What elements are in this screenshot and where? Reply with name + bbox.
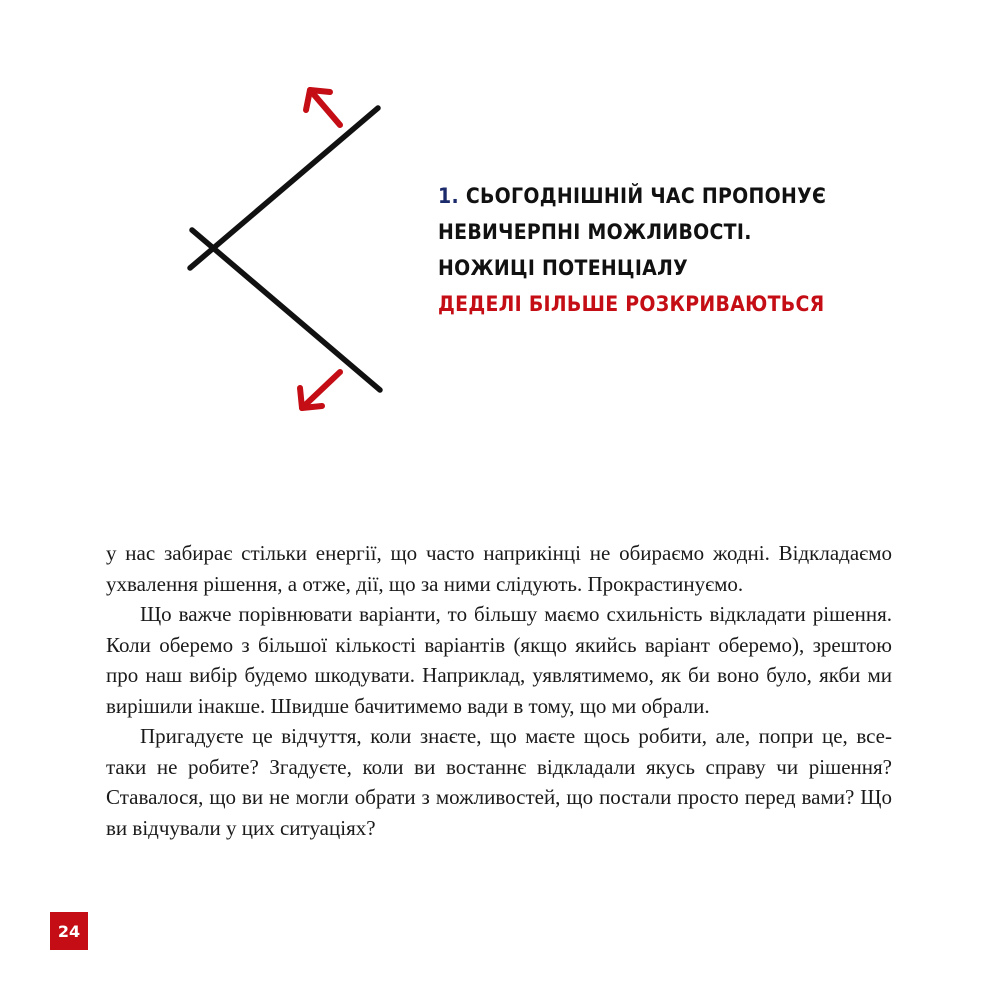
scissors-illustration [170, 70, 410, 430]
illustration-caption [438, 178, 938, 322]
caption-line-2: НЕВИЧЕРПНІ МОЖЛИВОСТІ. [438, 220, 752, 244]
caption-line-3: НОЖИЦІ ПОТЕНЦІАЛУ [438, 256, 688, 280]
paragraph-2: Що важче порівнювати варіанти, то більшу маємо схильність відкладати рішення. Коли оберемо з більшої кількості варіантів (якщо якийсь варіант оберемо), зрештою про наш вибір будемо шкодувати. Наприклад, уявлятимемо, як би воно було, якби ми вирішили інакше. Швидше бачитимемо вади в тому, що ми обрали. [106, 602, 892, 718]
upper-red-arrow [306, 90, 340, 125]
caption-text-1: СЬОГОДНІШНІЙ ЧАС ПРОПОНУЄ [465, 184, 827, 208]
paragraph-1: у нас забирає стільки енергії, що часто наприкінці не обираємо жодні. Відкладаємо ухвалення рішення, а отже, дії, що за ними слідують. Прокрастинуємо. [106, 541, 892, 596]
caption-number: 1. [438, 184, 459, 208]
caption-line-4: ДЕДЕЛІ БІЛЬШЕ РОЗКРИВАЮТЬСЯ [438, 292, 825, 316]
upper-scissor-line [190, 108, 378, 268]
lower-red-arrow [300, 372, 340, 408]
caption-line-1 [438, 178, 938, 214]
page-number: 24 [50, 912, 88, 950]
lower-scissor-line [192, 230, 380, 390]
body-text [106, 538, 892, 843]
paragraph-3: Пригадуєте це відчуття, коли знаєте, що маєте щось робити, але, попри це, все-таки не робите? Згадуєте, коли ви востаннє відкладали якусь справу чи рішення? Ставалося, що ви не могли обрати з можливостей, що постали просто перед вами? Що ви відчували у цих ситуаціях? [106, 724, 892, 840]
